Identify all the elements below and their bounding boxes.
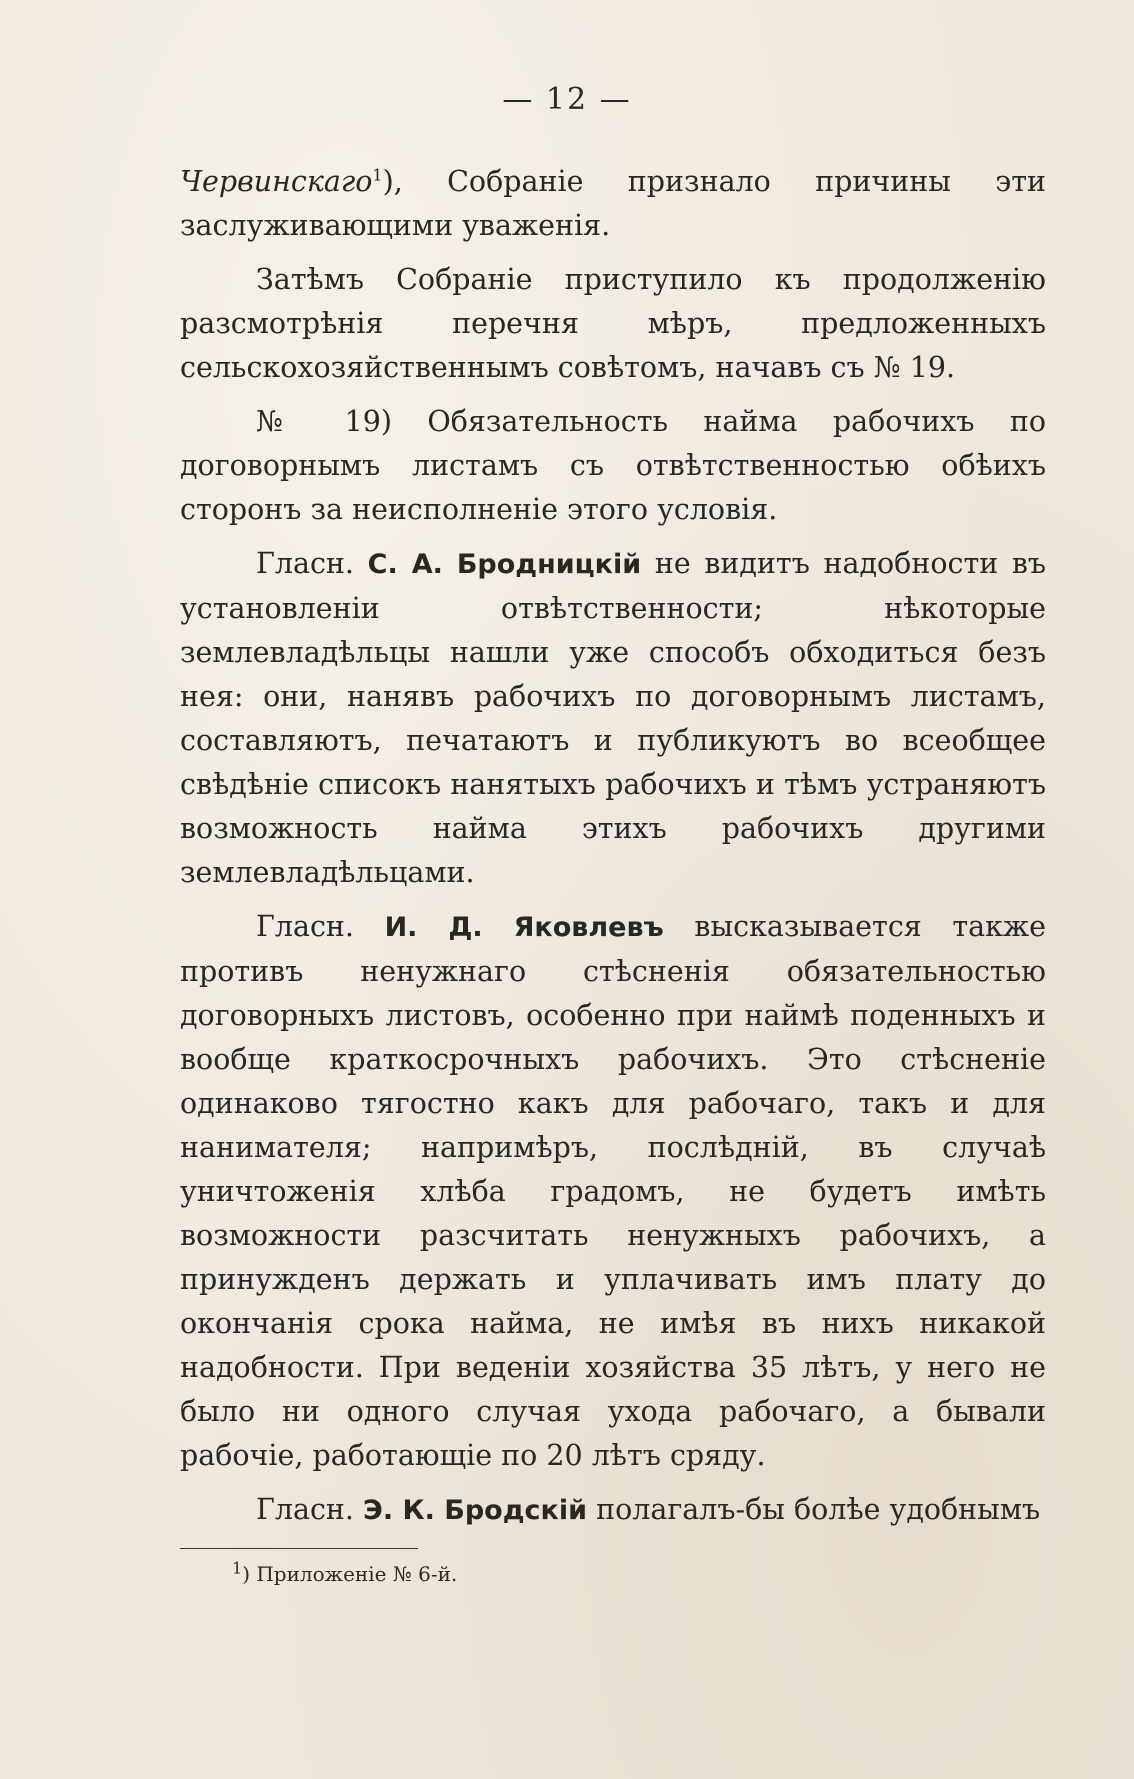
paragraph-6 — [180, 1488, 1046, 1533]
footnote-mark: 1 — [232, 1558, 243, 1578]
page-number-header: — 12 — — [502, 82, 632, 117]
body-text — [180, 160, 1046, 1543]
paragraph-1-text: ), Собраніе признало причины эти заслуживающими уваженія. — [180, 165, 1046, 242]
paragraph-5 — [180, 905, 1046, 1478]
paragraph-1 — [180, 160, 1046, 248]
footnote-divider — [180, 1548, 418, 1549]
footnote-text: ) Приложеніе № 6-й. — [242, 1562, 458, 1586]
paragraph-5-text: высказывается также противъ ненужнаго стѣсненія обязательностью договорныхъ листовъ, особенно при наймѣ поденныхъ и вообще краткосрочныхъ рабочихъ. Это стѣсненіе одинаково тягостно какъ для рабочаго, такъ и для нанимателя; напримѣръ, послѣдній, въ случаѣ уничтоженія хлѣба градомъ, не будетъ имѣть возможности разсчитать ненужныхъ рабочихъ, а принужденъ держать и уплачивать имъ плату до окончанія срока найма, не имѣя въ нихъ никакой надобности. При веденіи хозяйства 35 лѣтъ, у него не было ни одного случая ухода рабочаго, а бывали рабочіе, работающіе по 20 лѣтъ сряду. — [180, 910, 1047, 1472]
lead-glasn: Гласн. — [256, 547, 354, 580]
speaker-brodnitsky: С. А. Бродницкій — [367, 549, 642, 580]
paragraph-2: Затѣмъ Собраніе приступило къ продолженію разсмотрѣнія перечня мѣръ, предложенныхъ сельскохозяйственнымъ совѣтомъ, начавъ съ № 19. — [180, 263, 1046, 384]
footnote — [232, 1558, 458, 1586]
footnote-ref[interactable]: 1 — [372, 165, 383, 185]
name-chervinsky: Червинскаго — [180, 165, 373, 198]
speaker-yakovlev: И. Д. Яковлевъ — [384, 912, 664, 943]
paragraph-4 — [180, 542, 1046, 895]
paragraph-4-text: не видитъ надобности въ установленіи отвѣтственности; нѣкоторые землевладѣльцы нашли уже способъ обходиться безъ нея: они, нанявъ рабочихъ по договорнымъ листамъ, составляютъ, печатаютъ и публикуютъ во всеобщее свѣдѣніе списокъ нанятыхъ рабочихъ и тѣмъ устраняютъ возможность найма этихъ рабочихъ другими землевладѣльцами. — [180, 547, 1047, 889]
paragraph-3: № 19) Обязательность найма рабочихъ по договорнымъ листамъ съ отвѣтственностью обѣихъ сторонъ за неисполненіе этого условія. — [180, 405, 1046, 526]
speaker-brodsky: Э. К. Бродскій — [363, 1495, 588, 1526]
lead-glasn: Гласн. — [256, 1493, 354, 1526]
lead-glasn: Гласн. — [256, 910, 354, 943]
paragraph-6-text: полагалъ-бы болѣе удобнымъ — [596, 1493, 1041, 1526]
